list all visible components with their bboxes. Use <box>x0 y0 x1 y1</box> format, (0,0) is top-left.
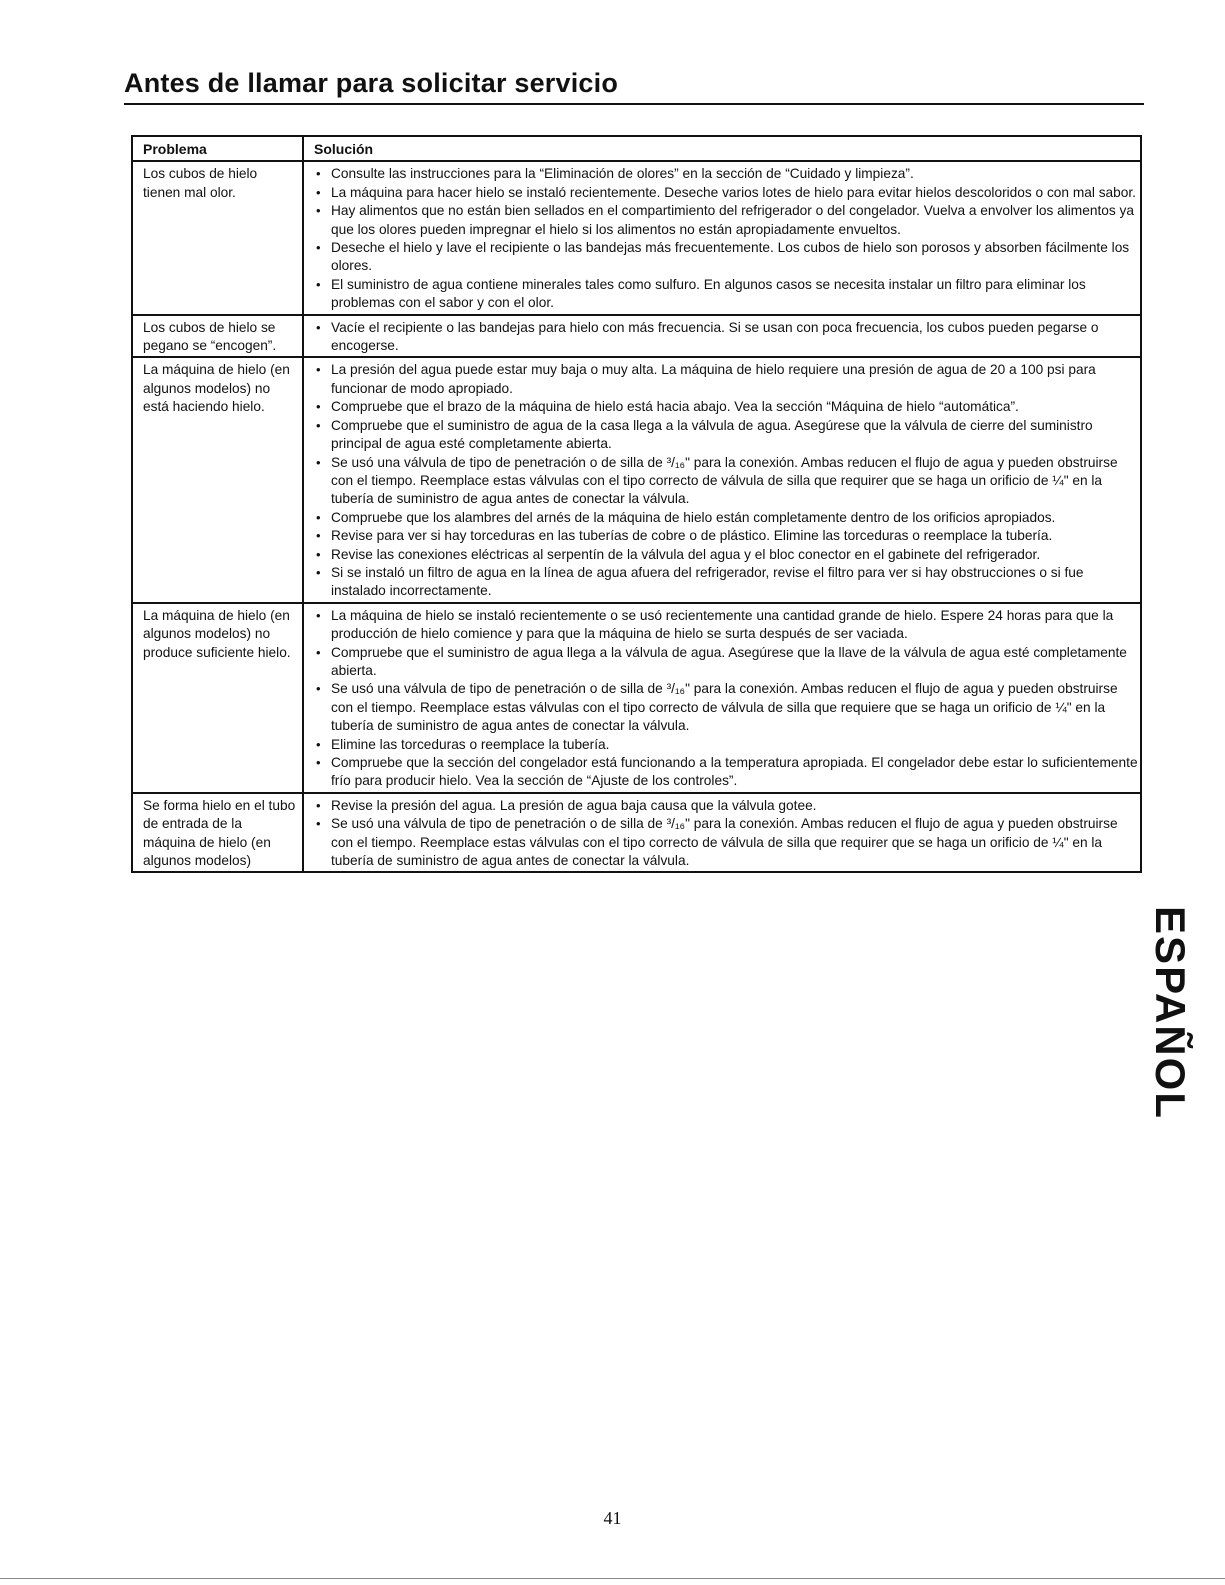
solution-list <box>315 319 1138 356</box>
page-title: Antes de llamar para solicitar servicio <box>124 68 619 98</box>
solution-item: • Compruebe que la sección del congelador está funcionando a la temperatura apropiada. El congelador debe estar lo suficientemente frío para producir hielo. Vea la sección de “Ajuste de los controles”. <box>315 754 1138 791</box>
solution-column-header: Solución <box>303 136 1141 161</box>
solution-item: • El suministro de agua contiene minerales tales como sulfuro. En algunos casos se necesita instalar un filtro para eliminar los problemas con el sabor y con el olor. <box>315 276 1138 313</box>
solution-item: • La máquina de hielo se instaló recientemente o se usó recientemente una cantidad grande de hielo. Espere 24 horas para que la producción de hielo comience y para que la máquina de hielo se surta después de ser vaciada. <box>315 607 1138 644</box>
troubleshooting-table <box>131 135 1142 873</box>
solution-item: • Hay alimentos que no están bien sellados en el compartimiento del refrigerador o del congelador. Vuelva a envolver los alimentos ya que los olores pueden impregnar el hielo si los alimentos no están apropiadamente envueltos. <box>315 202 1138 239</box>
solution-item: • Vacíe el recipiente o las bandejas para hielo con más frecuencia. Si se usan con poca frecuencia, los cubos pueden pegarse o encogerse. <box>315 319 1138 356</box>
table-header-row <box>132 136 1141 161</box>
solution-cell <box>303 357 1141 602</box>
table-row <box>132 315 1141 358</box>
language-side-tab <box>1148 895 1192 1130</box>
solution-item: • Revise para ver si hay torceduras en las tuberías de cobre o de plástico. Elimine las torceduras o reemplace la tubería. <box>315 527 1138 545</box>
problem-cell: La máquina de hielo (en algunos modelos) no está haciendo hielo. <box>132 357 303 602</box>
solution-item: • Compruebe que el suministro de agua de la casa llega a la válvula de agua. Asegúrese que la válvula de cierre del suministro principal de agua esté completamente abierta. <box>315 417 1138 454</box>
solution-list <box>315 165 1138 312</box>
solution-list <box>315 607 1138 791</box>
table-row <box>132 793 1141 873</box>
solution-item: • Se usó una válvula de tipo de penetración o de silla de ³/₁₆" para la conexión. Ambas reducen el flujo de agua y pueden obstruirse con el tiempo. Reemplace estas válvulas con el tipo correcto de válvula de silla que requirer que se haga un orificio de ¼" en la tubería de suministro de agua antes de conectar la válvula. <box>315 815 1138 870</box>
problem-cell: Los cubos de hielo se pegano se “encogen”. <box>132 315 303 358</box>
language-label: ESPAÑOL <box>1147 905 1194 1120</box>
table-row <box>132 161 1141 314</box>
solution-item: • Compruebe que el suministro de agua llega a la válvula de agua. Asegúrese que la llave de la válvula de agua esté completamente abierta. <box>315 644 1138 681</box>
solution-item: • Elimine las torceduras o reemplace la tubería. <box>315 736 1138 754</box>
page-number: 41 <box>603 1508 622 1528</box>
problem-cell: La máquina de hielo (en algunos modelos) no produce suficiente hielo. <box>132 603 303 793</box>
problem-cell: Los cubos de hielo tienen mal olor. <box>132 161 303 314</box>
solution-item: • Se usó una válvula de tipo de penetración o de silla de ³/₁₆" para la conexión. Ambas reducen el flujo de agua y pueden obstruirse con el tiempo. Reemplace estas válvulas con el tipo correcto de válvula de silla que requiere que se haga un orificio de ¼" en la tubería de suministro de agua antes de conectar la válvula. <box>315 680 1138 735</box>
title-underline <box>124 103 1144 105</box>
solution-item: • Revise la presión del agua. La presión de agua baja causa que la válvula gotee. <box>315 797 1138 815</box>
solution-cell <box>303 603 1141 793</box>
solution-item: • La presión del agua puede estar muy baja o muy alta. La máquina de hielo requiere una presión de agua de 20 a 100 psi para funcionar de modo apropiado. <box>315 361 1138 398</box>
problem-cell: Se forma hielo en el tubo de entrada de la máquina de hielo (en algunos modelos) <box>132 793 303 873</box>
table-row <box>132 357 1141 602</box>
bottom-divider <box>0 1578 1225 1579</box>
solution-item: • Si se instaló un filtro de agua en la línea de agua afuera del refrigerador, revise el filtro para ver si hay obstrucciones o si fue instalado incorrectamente. <box>315 564 1138 601</box>
solution-item: • Consulte las instrucciones para la “Eliminación de olores” en la sección de “Cuidado y limpieza”. <box>315 165 1138 183</box>
problem-column-header: Problema <box>132 136 303 161</box>
solution-item: • Compruebe que el brazo de la máquina de hielo está hacia abajo. Vea la sección “Máquina de hielo “automática”. <box>315 398 1138 416</box>
solution-cell <box>303 793 1141 873</box>
solution-list <box>315 361 1138 600</box>
table-body <box>132 161 1141 872</box>
table-row <box>132 603 1141 793</box>
solution-item: • La máquina para hacer hielo se instaló recientemente. Deseche varios lotes de hielo para evitar hielos descoloridos o con mal sabor. <box>315 184 1138 202</box>
solution-list <box>315 797 1138 871</box>
solution-cell <box>303 315 1141 358</box>
solution-item: • Deseche el hielo y lave el recipiente o las bandejas más frecuentemente. Los cubos de hielo son porosos y absorben fácilmente los olores. <box>315 239 1138 276</box>
solution-item: • Revise las conexiones eléctricas al serpentín de la válvula del agua y el bloc conector en el gabinete del refrigerador. <box>315 546 1138 564</box>
solution-item: • Compruebe que los alambres del arnés de la máquina de hielo están completamente dentro de los orificios apropiados. <box>315 509 1138 527</box>
solution-item: • Se usó una válvula de tipo de penetración o de silla de ³/₁₆" para la conexión. Ambas reducen el flujo de agua y pueden obstruirse con el tiempo. Reemplace estas válvulas con el tipo correcto de válvula de silla que requirer que se haga un orificio de ¼" en la tubería de suministro de agua antes de conectar la válvula. <box>315 454 1138 509</box>
solution-cell <box>303 161 1141 314</box>
